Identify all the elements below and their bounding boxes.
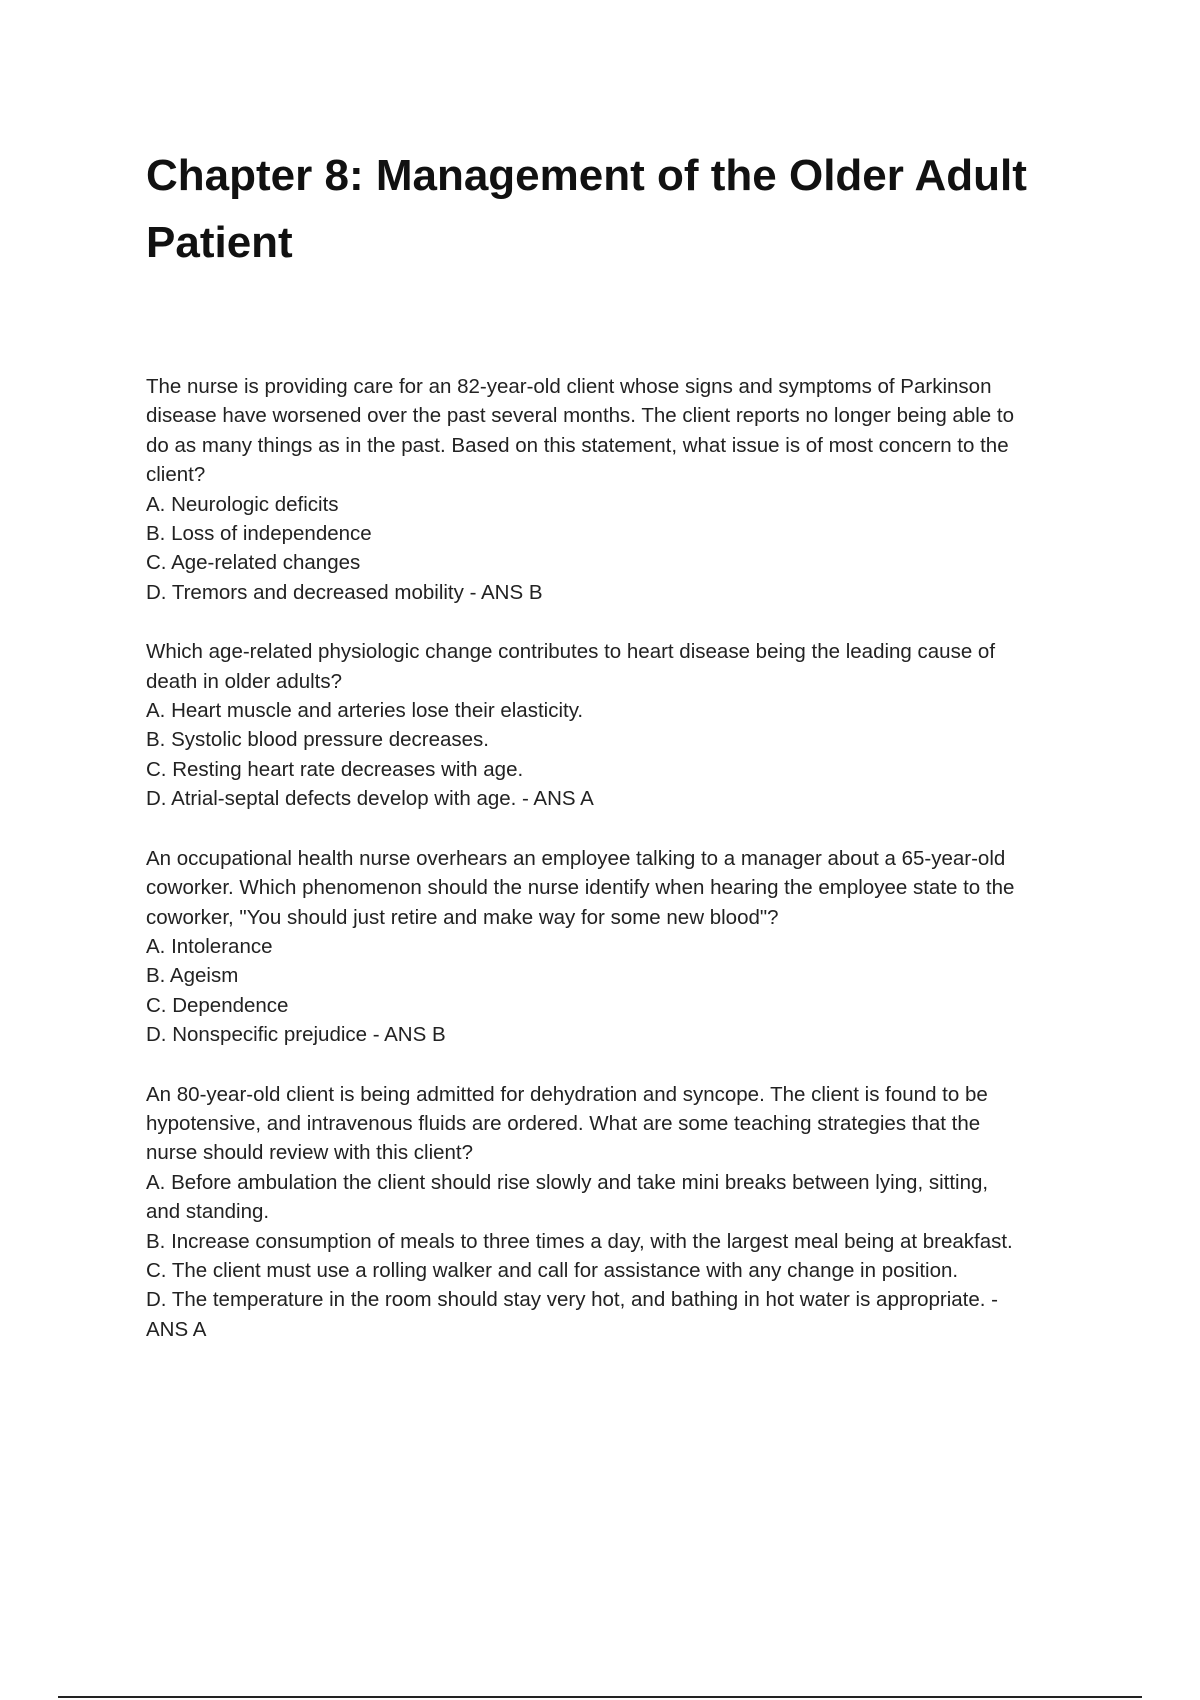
title-line-2: Patient xyxy=(146,218,293,267)
question-4 xyxy=(146,1080,1106,1345)
question-4-option-a-line-1: A. Before ambulation the client should rise slowly and take mini breaks between lying, sitting, xyxy=(146,1170,989,1194)
question-1-stem-line-2: disease have worsened over the past several months. The client reports no longer being able to xyxy=(146,404,1014,428)
title-line-1: Chapter 8: Management of the Older Adult xyxy=(146,151,1027,200)
question-2-stem-line-2: death in older adults? xyxy=(146,669,343,693)
question-3-stem-line-2: coworker. Which phenomenon should the nurse identify when hearing the employee state to the xyxy=(146,876,1015,900)
question-3-option-d-answer: D. Nonspecific prejudice - ANS B xyxy=(146,1023,446,1047)
question-1-option-b: B. Loss of independence xyxy=(146,522,372,546)
question-4-stem-line-1: An 80-year-old client is being admitted for dehydration and syncope. The client is found to be xyxy=(146,1082,988,1106)
question-1-stem-line-4: client? xyxy=(146,463,206,487)
question-2-option-c: C. Resting heart rate decreases with age. xyxy=(146,757,524,781)
question-1-option-c: C. Age-related changes xyxy=(146,551,361,575)
question-4-stem-line-2: hypotensive, and intravenous fluids are ordered. What are some teaching strategies that the xyxy=(146,1111,981,1135)
question-4-stem-line-3: nurse should review with this client? xyxy=(146,1141,474,1165)
question-3-stem-line-3: coworker, "You should just retire and make way for some new blood"? xyxy=(146,905,779,929)
question-3-option-b: B. Ageism xyxy=(146,964,239,988)
question-2-option-d-answer: D. Atrial-septal defects develop with age. - ANS A xyxy=(146,787,594,811)
question-3-stem-line-1: An occupational health nurse overhears an employee talking to a manager about a 65-year-old xyxy=(146,846,1006,870)
question-4-option-a-line-2: and standing. xyxy=(146,1200,270,1224)
question-list xyxy=(146,372,1106,1374)
question-3 xyxy=(146,844,1106,1050)
question-1-stem-line-3: do as many things as in the past. Based on this statement, what issue is of most concern to the xyxy=(146,433,1009,457)
footer-divider xyxy=(58,1696,1142,1698)
question-2-stem-line-1: Which age-related physiologic change contributes to heart disease being the leading cause of xyxy=(146,640,996,664)
question-1-stem-line-1: The nurse is providing care for an 82-year-old client whose signs and symptoms of Parkinson xyxy=(146,375,992,398)
question-4-option-c: C. The client must use a rolling walker and call for assistance with any change in position. xyxy=(146,1258,959,1282)
question-4-option-b: B. Increase consumption of meals to three times a day, with the largest meal being at breakfast. xyxy=(146,1229,1013,1253)
question-3-option-c: C. Dependence xyxy=(146,993,289,1017)
question-1-option-a: A. Neurologic deficits xyxy=(146,492,339,516)
question-4-answer: ANS A xyxy=(146,1317,207,1341)
question-2-option-a: A. Heart muscle and arteries lose their elasticity. xyxy=(146,699,584,723)
question-2 xyxy=(146,637,1106,813)
question-4-option-d: D. The temperature in the room should stay very hot, and bathing in hot water is appropriate. - xyxy=(146,1288,998,1312)
question-2-option-b: B. Systolic blood pressure decreases. xyxy=(146,728,489,752)
page-title xyxy=(146,142,1106,276)
question-1 xyxy=(146,372,1106,607)
question-1-option-d-answer: D. Tremors and decreased mobility - ANS B xyxy=(146,580,543,604)
question-3-option-a: A. Intolerance xyxy=(146,934,273,958)
